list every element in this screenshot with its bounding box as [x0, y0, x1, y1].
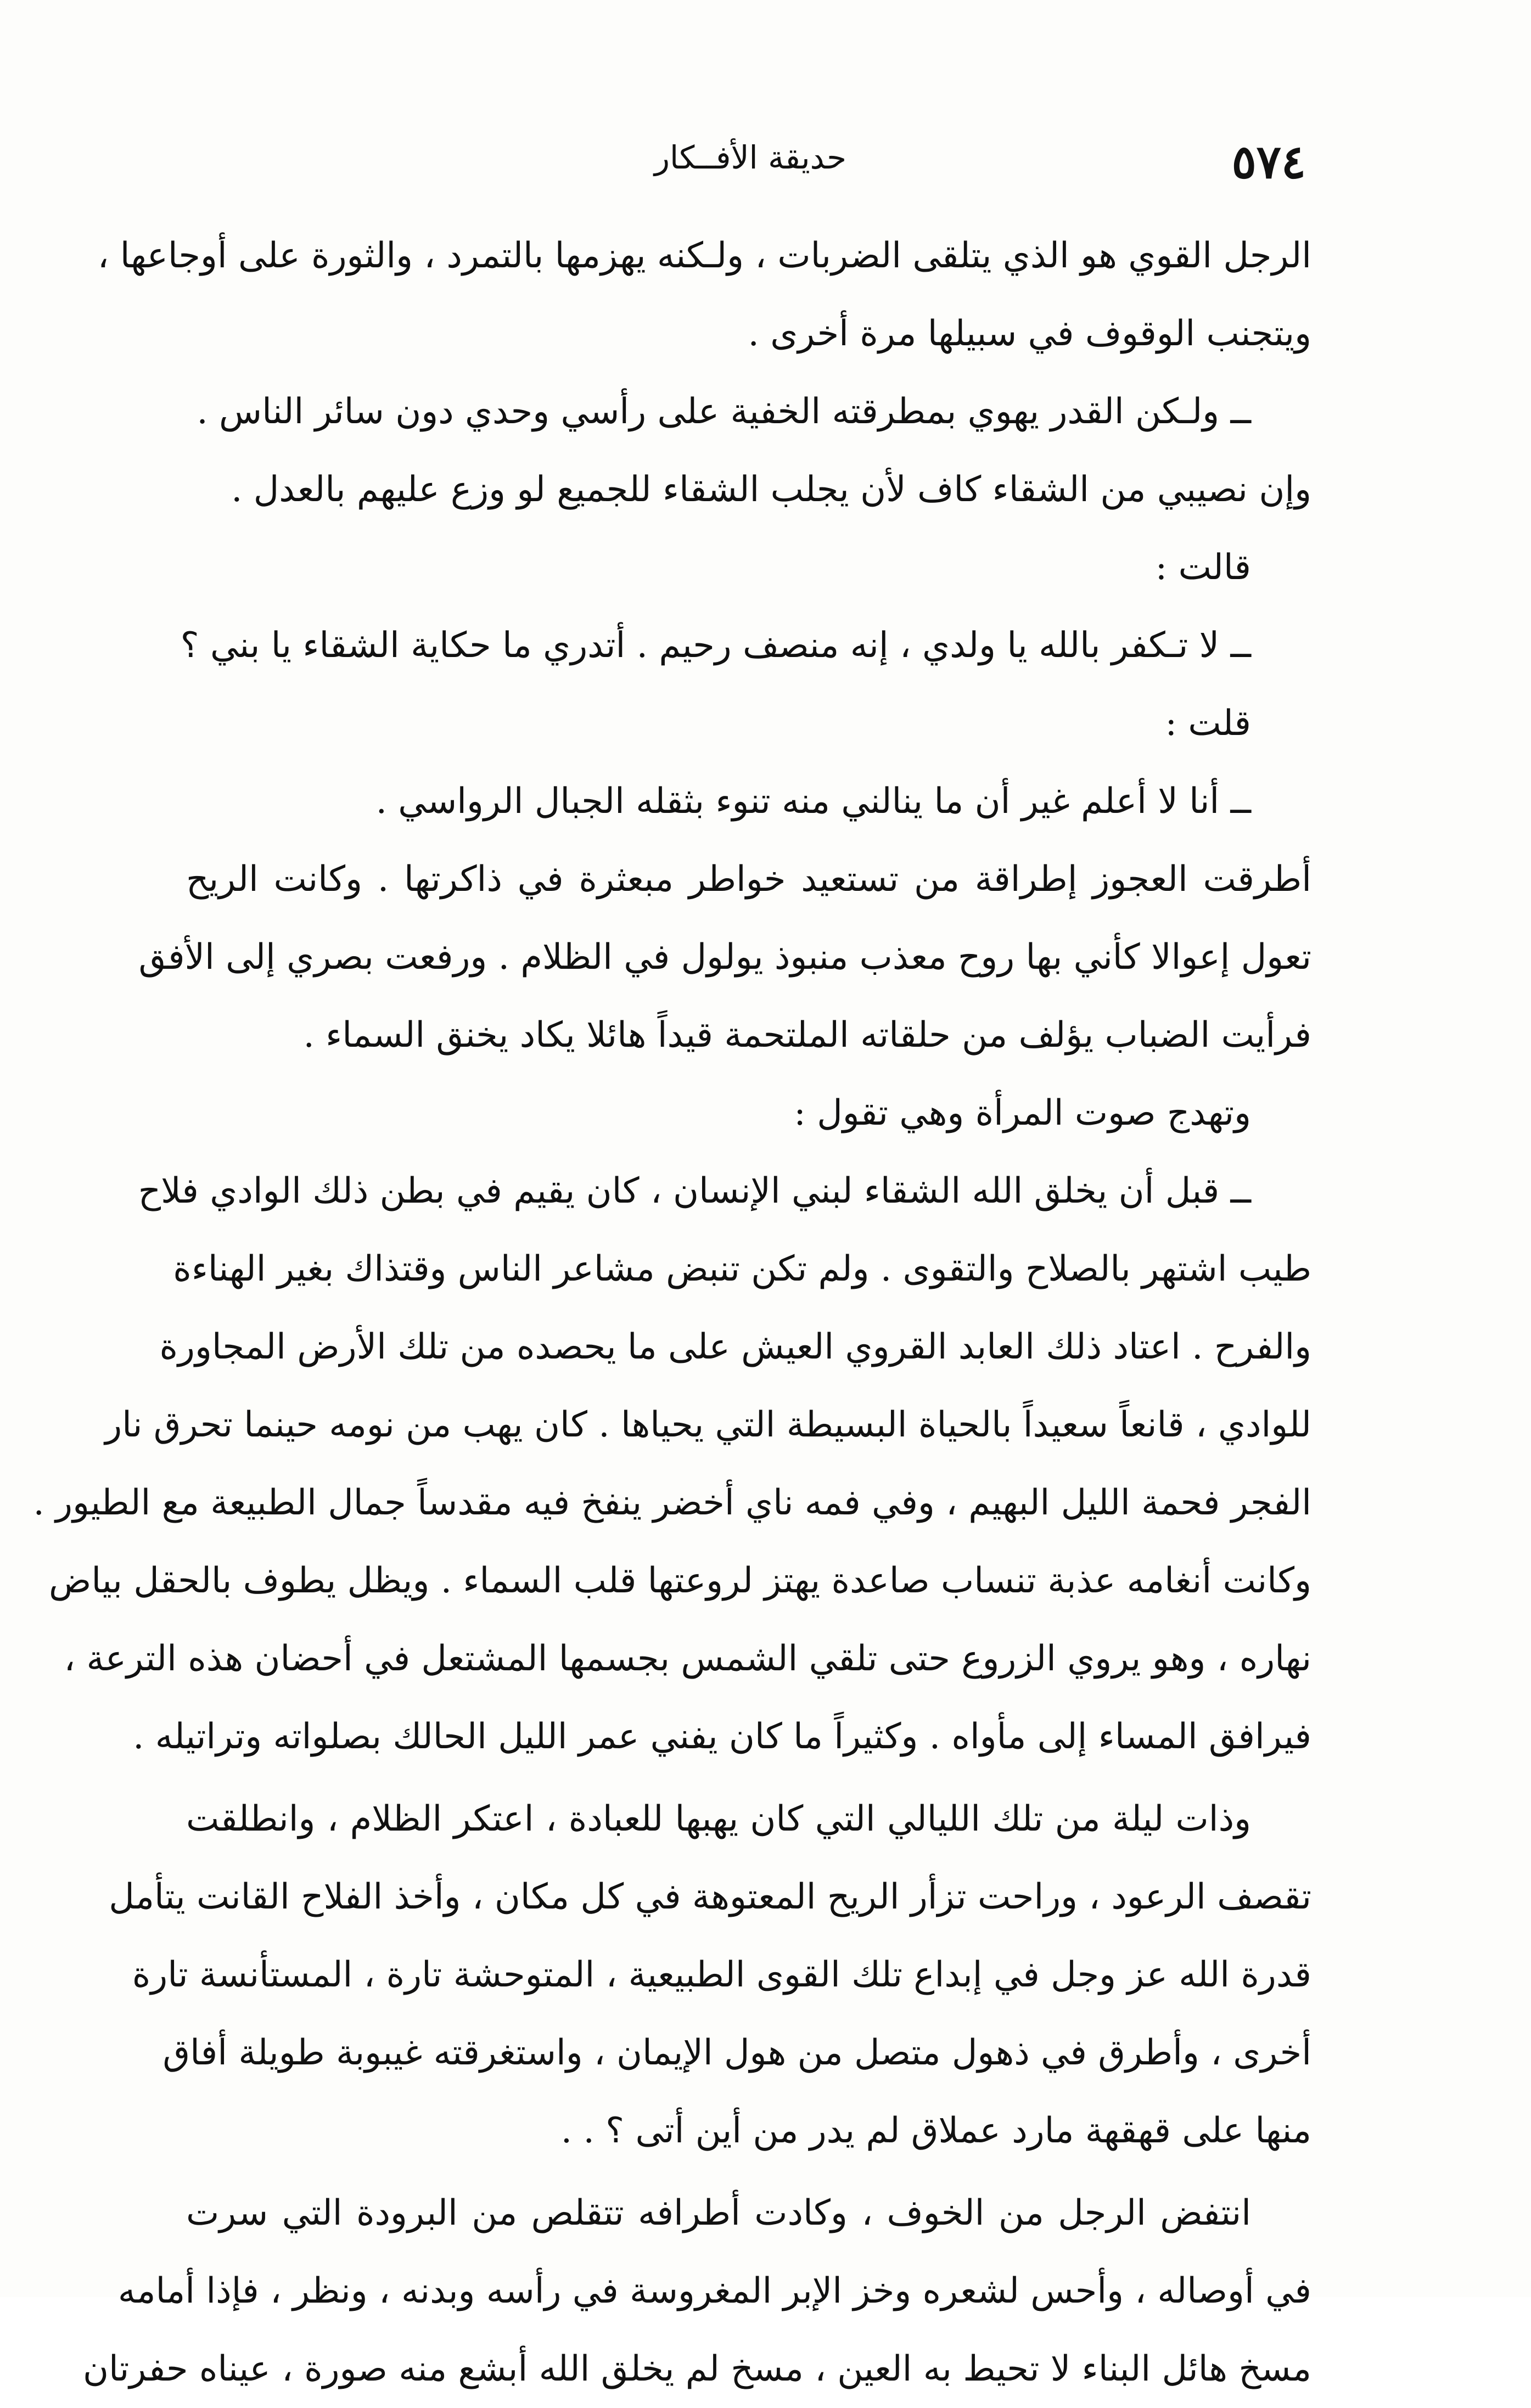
- text-line: ــ ولـكن القدر يهوي بمطرقته الخفية على رأسي وحدي دون سائر الناس .: [197, 391, 1251, 432]
- text-line: ــ أنا لا أعلم غير أن ما ينالني منه تنوء بثقله الجبال الرواسي .: [375, 781, 1251, 822]
- page-header: [195, 134, 1306, 200]
- text-line: للوادي ، قانعاً سعيداً بالحياة البسيطة التي يحياها . كان يهب من نومه حينما تحرق نار: [105, 1405, 1311, 1445]
- text-line: الفجر فحمة الليل البهيم ، وفي فمه ناي أخضر ينفخ فيه مقدساً جمال الطبيعة مع الطيور .: [33, 1483, 1311, 1523]
- text-line: وذات ليلة من تلك الليالي التي كان يهبها للعبادة ، اعتكر الظلام ، وانطلقت: [186, 1799, 1251, 1839]
- text-line: الرجل القوي هو الذي يتلقى الضربات ، ولـكنه يهزمها بالتمرد ، والثورة على أوجاعها ،: [97, 235, 1311, 276]
- text-line: انتفض الرجل من الخوف ، وكادت أطرافه تتقلص من البرودة التي سرت: [186, 2193, 1251, 2233]
- text-line: نهاره ، وهو يروي الزروع حتى تلقي الشمس بجسمها المشتعل في أحضان هذه الترعة ،: [64, 1638, 1311, 1679]
- text-line: تعول إعوالا كأني بها روح معذب منبوذ يولول في الظلام . ورفعت بصري إلى الأفق: [138, 937, 1311, 978]
- page-number: ٥٧٤: [1231, 134, 1306, 189]
- text-line: في أوصاله ، وأحس لشعره وخز الإبر المغروسة في رأسه وبدنه ، ونظر ، فإذا أمامه: [117, 2271, 1311, 2311]
- text-line: ــ قبل أن يخلق الله الشقاء لبني الإنسان ، كان يقيم في بطن ذلك الوادي فلاح: [138, 1171, 1251, 1211]
- text-line: أطرقت العجوز إطراقة من تستعيد خواطر مبعثرة في ذاكرتها . وكانت الريح: [186, 859, 1312, 900]
- text-line: وكانت أنغامه عذبة تنساب صاعدة يهتز لروعتها قلب السماء . ويظل يطوف بالحقل بياض: [48, 1561, 1311, 1601]
- text-line: فرأيت الضباب يؤلف من حلقاته الملتحمة قيداً هائلا يكاد يخنق السماء .: [303, 1015, 1311, 1056]
- text-line: والفرح . اعتاد ذلك العابد القروي العيش على ما يحصده من تلك الأرض المجاورة: [159, 1327, 1311, 1367]
- text-line: تقصف الرعود ، وراحت تزأر الريح المعتوهة في كل مكان ، وأخذ الفلاح القانت يتأمل: [109, 1877, 1311, 1917]
- text-line: قدرة الله عز وجل في إبداع تلك القوى الطبيعية ، المتوحشة تارة ، المستأنسة تارة: [132, 1955, 1311, 1995]
- text-line: قلت :: [1165, 703, 1251, 744]
- text-line: قالت :: [1155, 547, 1251, 588]
- running-title: حديقة الأفــكار: [654, 139, 846, 176]
- text-line: ــ لا تـكفر بالله يا ولدي ، إنه منصف رحيم . أتدري ما حكاية الشقاء يا بني ؟: [180, 625, 1251, 666]
- text-line: منها على قهقهة مارد عملاق لم يدر من أين أتى ؟ . .: [560, 2110, 1311, 2151]
- text-line: ويتجنب الوقوف في سبيلها مرة أخرى .: [748, 313, 1311, 354]
- text-line: وإن نصيبي من الشقاء كاف لأن يجلب الشقاء للجميع لو وزع عليهم بالعدل .: [231, 469, 1311, 510]
- text-line: فيرافق المساء إلى مأواه . وكثيراً ما كان يفني عمر الليل الحالك بصلواته وتراتيله .: [133, 1716, 1311, 1757]
- text-line: طيب اشتهر بالصلاح والتقوى . ولم تكن تنبض مشاعر الناس وقتذاك بغير الهناءة: [173, 1249, 1311, 1289]
- body-text: [33, 217, 1312, 2408]
- text-line: وتهدج صوت المرأة وهي تقول :: [794, 1093, 1251, 1133]
- text-line: مسخ هائل البناء لا تحيط به العين ، مسخ لم يخلق الله أبشع منه صورة ، عيناه حفرتان: [82, 2349, 1311, 2389]
- text-line: أخرى ، وأطرق في ذهول متصل من هول الإيمان ، واستغرقته غيبوبة طويلة أفاق: [162, 2033, 1311, 2073]
